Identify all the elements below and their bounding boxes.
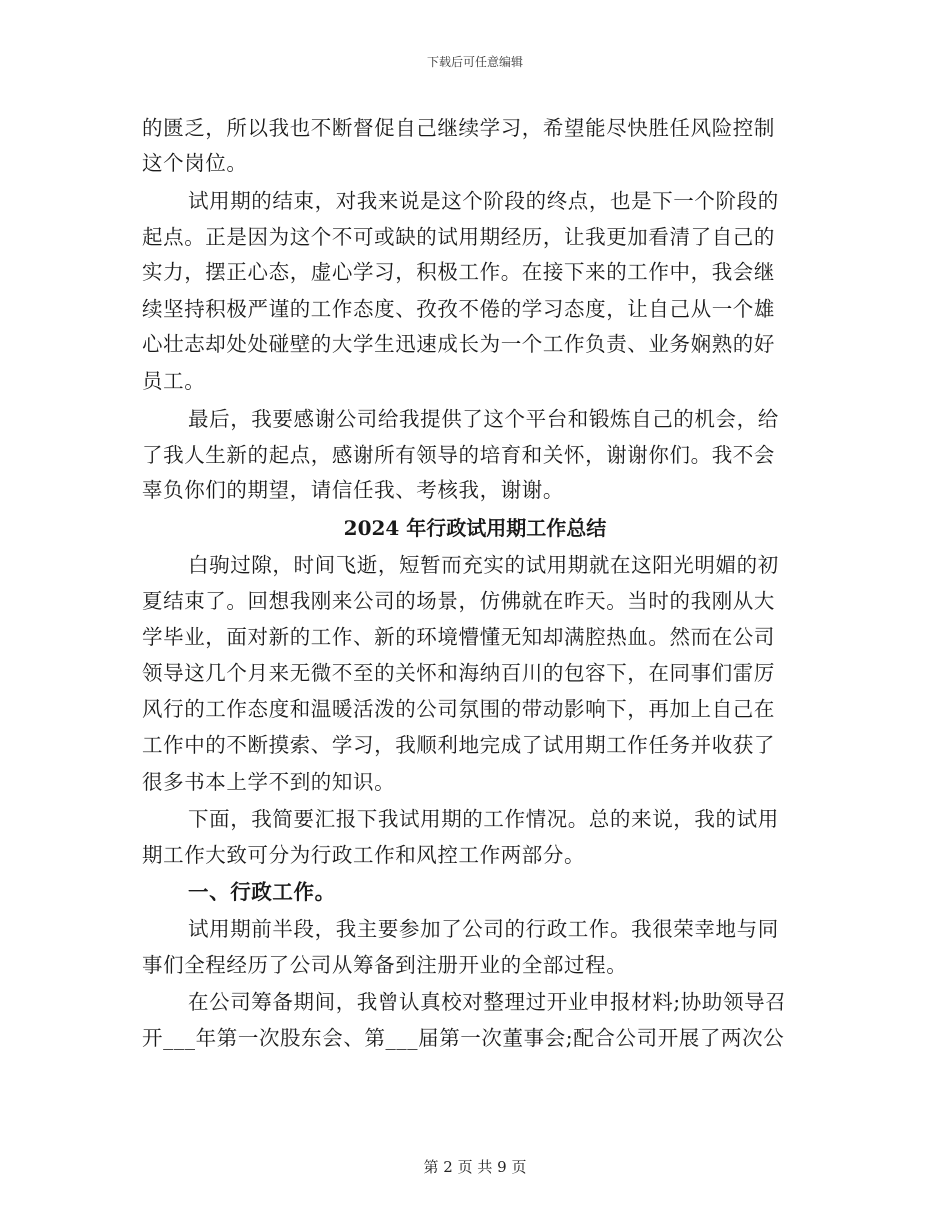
body-line: 很多书本上学不到的知识。 — [142, 770, 396, 794]
body-line: 学毕业，面对新的工作、新的环境懵懂无知却满腔热血。然而在公司 — [142, 625, 775, 649]
body-line: 夏结束了。回想我刚来公司的场景，仿佛就在昨天。当时的我刚从大 — [142, 589, 775, 613]
body-line: 最后，我要感谢公司给我提供了这个平台和锻炼自己的机会，给 — [188, 407, 779, 431]
body-line: 辜负你们的期望，请信任我、考核我，谢谢。 — [142, 478, 564, 502]
subsection-heading: 一、行政工作。 — [188, 880, 336, 904]
body-line: 了我人生新的起点，感谢所有领导的培育和关怀，谢谢你们。我不会 — [142, 443, 775, 467]
body-line: 期工作大致可分为行政工作和风控工作两部分。 — [142, 843, 586, 867]
body-line: 工作中的不断摸索、学习，我顺利地完成了试用期工作任务并收获了 — [142, 733, 775, 757]
page-header: 下载后可任意编辑 — [426, 55, 523, 69]
body-line: 试用期前半段，我主要参加了公司的行政工作。我很荣幸地与同 — [188, 917, 779, 941]
body-line: 起点。正是因为这个不可或缺的试用期经历，让我更加看清了自己的 — [142, 225, 775, 249]
body-line: 的匮乏，所以我也不断督促自己继续学习，希望能尽快胜任风险控制 — [142, 116, 775, 140]
page-number: 第 2 页 共 9 页 — [423, 1158, 527, 1176]
body-line: 在公司筹备期间，我曾认真校对整理过开业申报材料;协助领导召 — [188, 990, 787, 1014]
body-line: 这个岗位。 — [142, 151, 248, 175]
body-line: 事们全程经历了公司从筹备到注册开业的全部过程。 — [142, 953, 628, 977]
body-line: 实力，摆正心态，虚心学习，积极工作。在接下来的工作中，我会继 — [142, 260, 775, 284]
body-line: 心壮志却处处碰壁的大学生迅速成长为一个工作负责、业务娴熟的好 — [142, 332, 775, 356]
body-line: 试用期的结束，对我来说是这个阶段的终点，也是下一个阶段的 — [188, 189, 779, 213]
section-title: 2024 年行政试用期工作总结 — [343, 516, 607, 540]
body-line: 风行的工作态度和温暖活泼的公司氛围的带动影响下，再加上自己在 — [142, 697, 775, 721]
body-line: 下面，我简要汇报下我试用期的工作情况。总的来说，我的试用 — [188, 807, 779, 831]
body-line: 续坚持积极严谨的工作态度、孜孜不倦的学习态度，让自己从一个雄 — [142, 297, 775, 321]
body-line: 员工。 — [142, 369, 206, 393]
body-line: 白驹过隙，时间飞逝，短暂而充实的试用期就在这阳光明媚的初 — [188, 553, 779, 577]
body-line: 开___年第一次股东会、第___届第一次董事会;配合公司开展了两次公 — [142, 1026, 785, 1050]
body-line: 领导这几个月来无微不至的关怀和海纳百川的包容下，在同事们雷厉 — [142, 661, 775, 685]
